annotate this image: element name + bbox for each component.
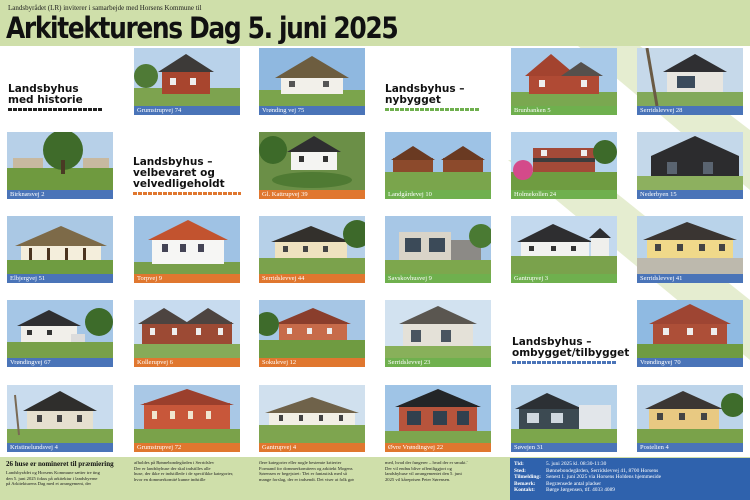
house-address: Brunbanken 5 (511, 106, 617, 115)
house-tile[interactable] (385, 385, 491, 453)
footer-text-line: afholdes på Bønnebondegården i Serridslev (134, 460, 215, 465)
house-tile[interactable] (511, 48, 617, 116)
house-photo (7, 385, 113, 443)
house-tile[interactable] (259, 48, 365, 116)
footer-text-line: på Arkitekturens Dag med et arrangement, der (6, 481, 92, 487)
info-label: Tilmelding: (514, 474, 541, 481)
house-photo (134, 385, 240, 443)
house-photo (385, 216, 491, 274)
house-photo (385, 385, 491, 443)
footer-column-4 (385, 460, 505, 482)
section-nybygget (385, 84, 479, 111)
house-address: Holmekollen 24 (511, 190, 617, 199)
house-tile[interactable] (7, 132, 113, 200)
info-value: Bønnebondegården, Serridslevvej 41, 8700 Horsens (546, 467, 659, 474)
house-photo (385, 132, 491, 190)
footer-text-line: landsbyhuse vil arrangementet den 5. juni (385, 471, 462, 477)
house-address: Nederbyen 15 (637, 190, 743, 199)
house-photo (134, 216, 240, 274)
house-photo (385, 300, 491, 358)
section-ombygget-line1: Landsbyhus – (512, 336, 592, 348)
footer-text-line: den 5. juni 2025 fokus på arkitektur i landsbyerne (6, 475, 98, 481)
house-tile[interactable] (259, 132, 365, 200)
info-row-time (514, 461, 746, 468)
house-tile[interactable] (637, 300, 743, 368)
section-historie-line2: med historie (8, 94, 83, 106)
house-tile[interactable] (134, 216, 240, 284)
footer-heading: 26 huse er nomineret til præmiering (6, 460, 114, 468)
house-photo (134, 300, 240, 358)
house-address: Birknæsvej 2 (7, 190, 113, 199)
section-velbevaret-line3: velvedligeholdt (133, 178, 225, 190)
footer-column-3 (259, 460, 379, 482)
house-address: Elbjergvej 51 (7, 274, 113, 283)
house-address: Vrønding vej 75 (259, 106, 365, 115)
house-photo (637, 48, 743, 106)
footer-text-line: med, hvad der fungerer – hvad der er smukt.' (385, 460, 468, 465)
house-photo (637, 385, 743, 443)
info-label: Bemærk: (514, 480, 536, 487)
house-address: Grumstrupvej 72 (134, 443, 240, 452)
house-tile[interactable] (385, 132, 491, 200)
footer-text-line: huse, der ikke er indstillede i de specifikke kategorier, (134, 471, 234, 477)
section-velbevaret-line2: velbevaret og (133, 167, 215, 179)
house-photo (259, 385, 365, 443)
house-photo (637, 216, 743, 274)
section-velbevaret-underline (133, 192, 241, 195)
house-address: Vrøndingvej 67 (7, 358, 113, 367)
footer-text-line: Landsbyrådet og Horsens Kommune sætter tre ting (6, 470, 100, 475)
house-photo (511, 216, 617, 274)
house-address: Postelien 4 (637, 443, 743, 452)
house-photo (637, 300, 743, 358)
footer-text-line: Der vil endnu blive offentliggjort og (385, 465, 452, 471)
house-photo (134, 48, 240, 106)
section-nybygget-underline (385, 108, 479, 111)
info-row-signup (514, 474, 746, 481)
page-title: Arkitekturens Dag 5. juni 2025 (6, 11, 398, 45)
house-tile[interactable] (259, 385, 365, 453)
house-photo (511, 48, 617, 106)
house-photo (259, 132, 365, 190)
section-ombygget (512, 336, 630, 364)
house-address: Kristinelundsvej 4 (7, 443, 113, 452)
section-historie-underline (8, 108, 102, 111)
info-label: Sted: (514, 467, 526, 474)
house-photo (511, 132, 617, 190)
house-address: Gantrupvej 4 (259, 443, 365, 452)
section-velbevaret (133, 157, 241, 195)
house-tile[interactable] (134, 300, 240, 368)
info-row-contact (514, 487, 746, 494)
house-address: Sokulevej 12 (259, 358, 365, 367)
house-photo (259, 300, 365, 358)
house-address: Serridslevvej 23 (385, 358, 491, 367)
info-label: Tid: (514, 461, 524, 467)
section-nybygget-line1: Landsbyhus – (385, 83, 465, 95)
house-tile[interactable] (134, 385, 240, 453)
info-value: Senest 1. juni 2025 via Horsens Holdens hjemmeside (546, 474, 661, 481)
header-subtitle: Landsbyrådet (LR) inviterer i samarbejde med Horsens Kommune til (8, 4, 202, 12)
house-photo (259, 48, 365, 106)
house-tile[interactable] (7, 216, 113, 284)
house-address: Serridslevvej 41 (637, 274, 743, 283)
house-photo (259, 216, 365, 274)
house-photo (7, 216, 113, 274)
house-address: Serridslevvej 44 (259, 274, 365, 283)
house-photo (511, 385, 617, 443)
section-velbevaret-line1: Landsbyhus – (133, 156, 213, 168)
section-historie (8, 84, 102, 111)
footer-text-line: Sørensen er begejstret: 'Det er fantastisk med så (259, 471, 347, 477)
info-row-place (514, 468, 746, 475)
house-tile[interactable] (7, 385, 113, 453)
house-address: Øvre Vrøndingvej 22 (385, 443, 491, 452)
house-tile[interactable] (259, 300, 365, 368)
house-photo (7, 132, 113, 190)
house-tile[interactable] (385, 300, 491, 368)
footer-column-1 (6, 460, 124, 487)
house-address: Vrøndingvej 70 (637, 358, 743, 367)
house-tile[interactable] (637, 385, 743, 453)
info-value: Børge Jørgensen, tlf. 4033 4089 (546, 487, 615, 494)
section-nybygget-line2: nybygget (385, 94, 441, 106)
house-tile[interactable] (259, 216, 365, 284)
house-address: Søvejen 31 (511, 443, 617, 452)
section-historie-line1: Landsbyhus (8, 83, 79, 95)
footer-text-line: flere kategorier eller nogle bestemte kriterier (259, 460, 342, 465)
section-ombygget-underline (512, 361, 616, 364)
house-photo (7, 300, 113, 358)
house-address: Grumstrupvej 74 (134, 106, 240, 115)
house-address: Gantrupvej 3 (511, 274, 617, 283)
house-tile[interactable] (511, 216, 617, 284)
footer-column-2 (134, 460, 254, 482)
house-tile[interactable] (511, 385, 617, 453)
event-info-box (510, 458, 750, 500)
house-photo (637, 132, 743, 190)
footer-text-line: hvor en dommerkomité kunne indstille (134, 476, 206, 482)
house-address: Torpvej 9 (134, 274, 240, 283)
footer-text-line: Formand for dommerkomiteen og arkitekt Mogens (259, 465, 353, 471)
house-address: Landgårdevej 10 (385, 190, 491, 199)
section-ombygget-line2: ombygget/tilbygget (512, 347, 630, 359)
house-address: Savskovhusvej 9 (385, 274, 491, 283)
house-address: Kollerupvej 6 (134, 358, 240, 367)
house-tile[interactable] (637, 132, 743, 200)
house-tile[interactable] (637, 48, 743, 116)
house-tile[interactable] (7, 300, 113, 368)
house-tile[interactable] (385, 216, 491, 284)
house-tile[interactable] (511, 132, 617, 200)
house-tile[interactable] (134, 48, 240, 116)
footer-text-line: 2025 vil kåreprisen Peter Sørensen. (385, 476, 451, 482)
house-tile[interactable] (637, 216, 743, 284)
info-value: Begrænsede antal pladser (546, 480, 602, 487)
footer-text-line: Der er landsbyhuse der skal indstilles alle (134, 465, 211, 471)
house-address: Gl. Kattrupvej 39 (259, 190, 365, 199)
info-label: Kontakt: (514, 487, 535, 494)
house-address: Serridslevvej 28 (637, 106, 743, 115)
info-value: 5. juni 2025 kl. 08:30-11:30 (546, 461, 607, 467)
footer-text-line: mange forslag, der er indsendt. Det viser at folk gør (259, 476, 355, 482)
